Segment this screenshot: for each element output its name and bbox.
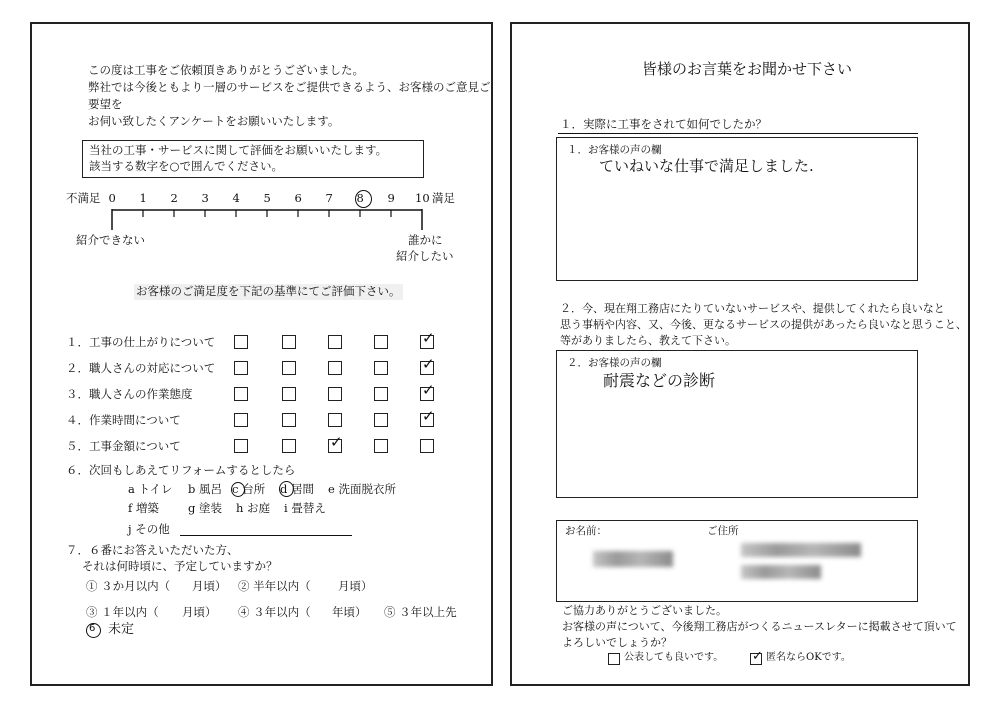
q6-option: f 増築 — [128, 501, 159, 515]
rating-checkbox[interactable] — [234, 361, 248, 375]
q6-other-underline — [180, 535, 352, 536]
survey-left-page — [30, 22, 493, 686]
rating-question-label: ５．工事金額について — [66, 439, 181, 453]
check-mark-icon: ✓ — [752, 649, 763, 664]
rating-checkbox[interactable] — [420, 355, 435, 375]
consent-public-checkbox[interactable] — [608, 653, 620, 665]
customer-response-2: 耐震などの診断 — [603, 371, 716, 390]
redacted-address — [741, 543, 861, 557]
q6-selected-circle — [231, 482, 245, 497]
rating-question-label: １．工事の仕上がりについて — [66, 335, 216, 349]
customer-response-1: ていねいな仕事で満足しました. — [599, 157, 814, 175]
rating-checkbox[interactable] — [420, 329, 435, 349]
consent-public-label: 公表しても良いです。 — [624, 652, 724, 663]
rating-question-label: ４．作業時間について — [66, 413, 181, 427]
q7-option: ② 半年以内（ — [238, 579, 311, 593]
q2-text: ２．今、現在翔工務店にたりていないサービスや、提供してくれたら良いなと — [560, 302, 945, 315]
q7-option-number: 6 — [89, 623, 96, 634]
scale-number[interactable]: 5 — [263, 191, 271, 205]
rating-checkbox[interactable] — [420, 381, 435, 401]
q7-title: ７．６番にお答えいただいた方、 — [66, 543, 239, 557]
q7-title: それは何時頃に、予定していますか？ — [82, 559, 278, 573]
q6-selected-circle — [279, 481, 294, 497]
scale-right-label: 満足 — [432, 191, 455, 205]
voice-box-label: １．お客様の声の欄 — [567, 144, 662, 156]
rating-checkbox[interactable] — [234, 335, 248, 349]
q6-option: d 居間 — [280, 482, 315, 496]
rating-checkbox[interactable] — [234, 387, 248, 401]
q7-option-unit: 月頃） — [182, 605, 217, 619]
q6-option: b 風呂 — [188, 482, 223, 496]
scale-bottom-right: 誰かに — [408, 233, 443, 247]
rating-checkbox[interactable] — [420, 439, 434, 453]
check-mark-icon: ✓ — [330, 433, 343, 451]
survey-right-page — [510, 22, 970, 686]
scale-bottom-right: 紹介したい — [396, 249, 454, 263]
criteria-banner: お客様のご満足度を下記の基準にてご評価下さい。 — [136, 284, 401, 298]
rating-checkbox[interactable] — [282, 387, 296, 401]
scale-number[interactable]: 0 — [108, 191, 116, 205]
scale-number[interactable]: 4 — [232, 191, 240, 205]
rating-checkbox[interactable] — [420, 407, 435, 427]
thanks-text: よろしいでしょうか？ — [562, 636, 672, 649]
rating-checkbox[interactable] — [328, 433, 343, 453]
check-mark-icon: ✓ — [422, 329, 435, 347]
q6-title: ６．次回もしあえてリフォームするとしたら — [66, 463, 296, 477]
scale-number[interactable]: 10 — [415, 191, 430, 205]
q6-option: c 台所 — [232, 482, 266, 496]
q6-option: g 塗装 — [188, 501, 223, 515]
intro-line: この度は工事をご依頼頂きありがとうございました。 — [88, 63, 364, 77]
scale-number[interactable]: 2 — [170, 191, 178, 205]
page-title: 皆様のお言葉をお聞かせ下さい — [642, 60, 853, 78]
intro-line: 弊社では今後ともより一層のサービスをご提供できるよう、お客様のご意見ご要望を — [88, 80, 491, 111]
q7-option: ④ ３年以内（ — [238, 605, 311, 619]
customer-voice-box-1 — [556, 137, 918, 281]
eval-line: 該当する数字を○で囲んでください。 — [89, 159, 284, 173]
scale-number[interactable]: 8 — [356, 191, 364, 205]
scale-number[interactable]: 3 — [201, 191, 209, 205]
redacted-address — [741, 565, 821, 579]
rating-checkbox[interactable] — [282, 413, 296, 427]
voice-box-label: ２．お客様の声の欄 — [567, 357, 662, 369]
rating-checkbox[interactable] — [374, 335, 388, 349]
consent-anonymous-label: 匿名ならOKです。 — [766, 652, 851, 663]
rating-question-label: ３．職人さんの作業態度 — [66, 387, 193, 401]
rating-checkbox[interactable] — [234, 439, 248, 453]
scale-number[interactable]: 6 — [294, 191, 302, 205]
eval-line: 当社の工事・サービスに関して評価をお願いいたします。 — [89, 143, 388, 157]
check-mark-icon: ✓ — [422, 381, 435, 399]
q7-option-unit: 年頃） — [332, 605, 367, 619]
check-mark-icon: ✓ — [422, 407, 435, 425]
q7-option-unit: 月頃） — [338, 579, 373, 593]
scale-left-label: 不満足 — [66, 191, 101, 205]
q6-option: a トイレ — [128, 482, 173, 496]
rating-checkbox[interactable] — [374, 439, 388, 453]
name-label: お名前： — [565, 525, 607, 537]
rating-checkbox[interactable] — [282, 361, 296, 375]
consent-anonymous-checkbox[interactable] — [750, 649, 763, 665]
redacted-name — [593, 551, 673, 567]
rating-scale-line — [32, 24, 495, 264]
q7-option: ⑤ ３年以上先 — [384, 605, 457, 619]
rating-checkbox[interactable] — [328, 387, 342, 401]
scale-number[interactable]: 7 — [325, 191, 333, 205]
q2-text: 思う事柄や内容、又、今後、更なるサービスの提供があったら良いなと思うこと、 — [560, 318, 967, 331]
address-label: ご住所 — [707, 525, 739, 537]
scale-bottom-left: 紹介できない — [76, 233, 145, 247]
q6-option: e 洗面脱衣所 — [328, 482, 396, 496]
q7-option-unit: 月頃） — [192, 579, 227, 593]
rating-checkbox[interactable] — [374, 413, 388, 427]
q7-option-undecided: 未定 — [108, 622, 135, 637]
q6-option: h お庭 — [236, 501, 271, 515]
q2-text: 等がありましたら、教えて下さい。 — [560, 334, 736, 347]
rating-checkbox[interactable] — [234, 413, 248, 427]
q6-option: i 畳替え — [284, 501, 326, 515]
customer-voice-box-2 — [556, 350, 918, 498]
customer-info-box — [556, 520, 918, 602]
thanks-text: ご協力ありがとうございました。 — [562, 604, 727, 617]
q1-text: １．実際に工事をされて如何でしたか？ — [560, 117, 767, 131]
q7-option: ③ １年以内（ — [86, 605, 159, 619]
scale-number[interactable]: 9 — [387, 191, 395, 205]
thanks-text: お客様の声について、今後翔工務店がつくるニュースレターに掲載させて頂いて — [562, 620, 957, 633]
rating-checkbox[interactable] — [374, 361, 388, 375]
rating-checkbox[interactable] — [328, 413, 342, 427]
q6-option-other: j その他 — [128, 522, 170, 536]
intro-line: お伺い致したくアンケートをお願いいたします。 — [88, 114, 340, 128]
rating-checkbox[interactable] — [282, 439, 296, 453]
rating-checkbox[interactable] — [374, 387, 388, 401]
check-mark-icon: ✓ — [422, 355, 435, 373]
q1-underline — [558, 133, 918, 134]
rating-checkbox[interactable] — [328, 361, 342, 375]
q7-option: ① ３か月以内（ — [86, 579, 171, 593]
rating-checkbox[interactable] — [282, 335, 296, 349]
scale-number[interactable]: 1 — [139, 191, 147, 205]
rating-checkbox[interactable] — [328, 335, 342, 349]
rating-question-label: ２．職人さんの対応について — [66, 361, 216, 375]
